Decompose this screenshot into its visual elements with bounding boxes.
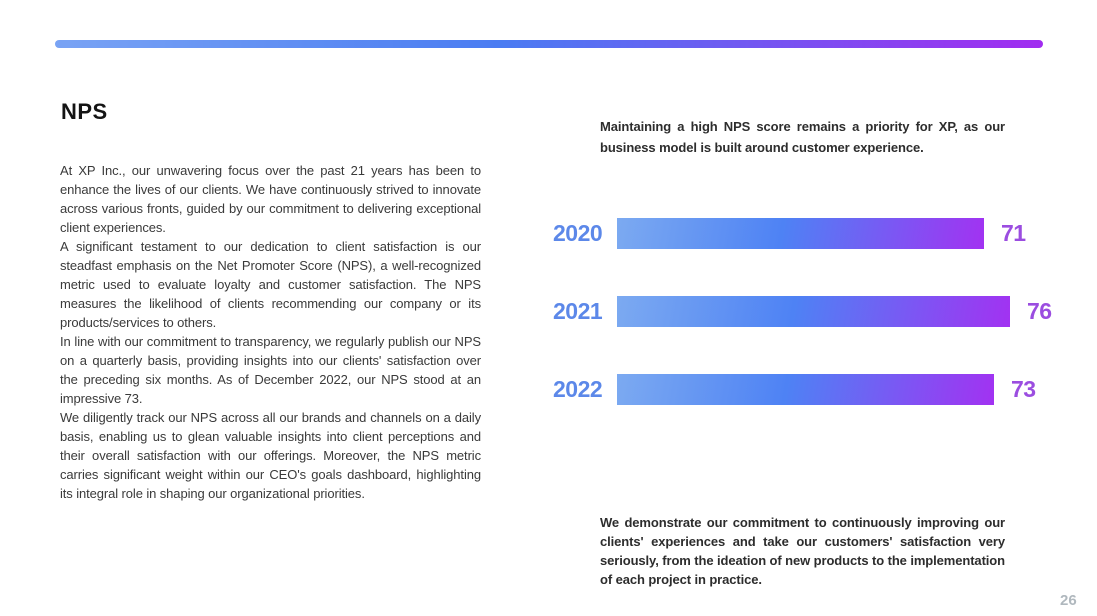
chart-year-label: 2022 xyxy=(553,376,603,402)
body-paragraph: At XP Inc., our unwavering focus over the past 21 years has been to enhance the lives of our clients. We have continuously strived to innovate across various fronts, guided by our commitment to delivering exceptional client experiences. xyxy=(60,163,481,235)
chart-row xyxy=(553,218,1052,249)
nps-bar-chart xyxy=(553,218,1052,452)
chart-year-label: 2021 xyxy=(553,298,603,324)
top-accent-bar xyxy=(55,40,1043,48)
chart-value-label: 76 xyxy=(1027,298,1052,324)
chart-year-label: 2020 xyxy=(553,220,603,246)
chart-row xyxy=(553,296,1052,327)
page-number: 26 xyxy=(1060,592,1077,609)
chart-bar xyxy=(617,296,1010,327)
chart-intro-text: Maintaining a high NPS score remains a priority for XP, as our business model is built around customer experience. xyxy=(600,119,1005,155)
body-text xyxy=(60,161,481,503)
chart-value-label: 73 xyxy=(1011,376,1036,402)
chart-outro-text: We demonstrate our commitment to continuously improving our clients' experiences and take our customers' satisfaction very seriously, from the ideation of new products to the implementation of each project in practice. xyxy=(600,515,1005,587)
chart-row xyxy=(553,374,1052,405)
body-paragraph: We diligently track our NPS across all our brands and channels on a daily basis, enabling us to glean valuable insights into client perceptions and their overall satisfaction with our offerings. Moreover, the NPS metric carries significant weight within our CEO's goals dashboard, highlighting its integral role in shaping our organizational priorities. xyxy=(60,410,481,501)
body-paragraph: A significant testament to our dedication to client satisfaction is our steadfast emphasis on the Net Promoter Score (NPS), a well-recognized metric used to evaluate loyalty and customer satisfaction. The NPS measures the likelihood of clients recommending our company or its products/services to others. xyxy=(60,239,481,330)
page-title: NPS xyxy=(61,99,108,124)
chart-bar xyxy=(617,218,984,249)
chart-value-label: 71 xyxy=(1001,220,1026,246)
chart-bar xyxy=(617,374,994,405)
body-paragraph: In line with our commitment to transparency, we regularly publish our NPS on a quarterly basis, providing insights into our clients' satisfaction over the preceding six months. As of December 2022, our NPS stood at an impressive 73. xyxy=(60,334,481,406)
